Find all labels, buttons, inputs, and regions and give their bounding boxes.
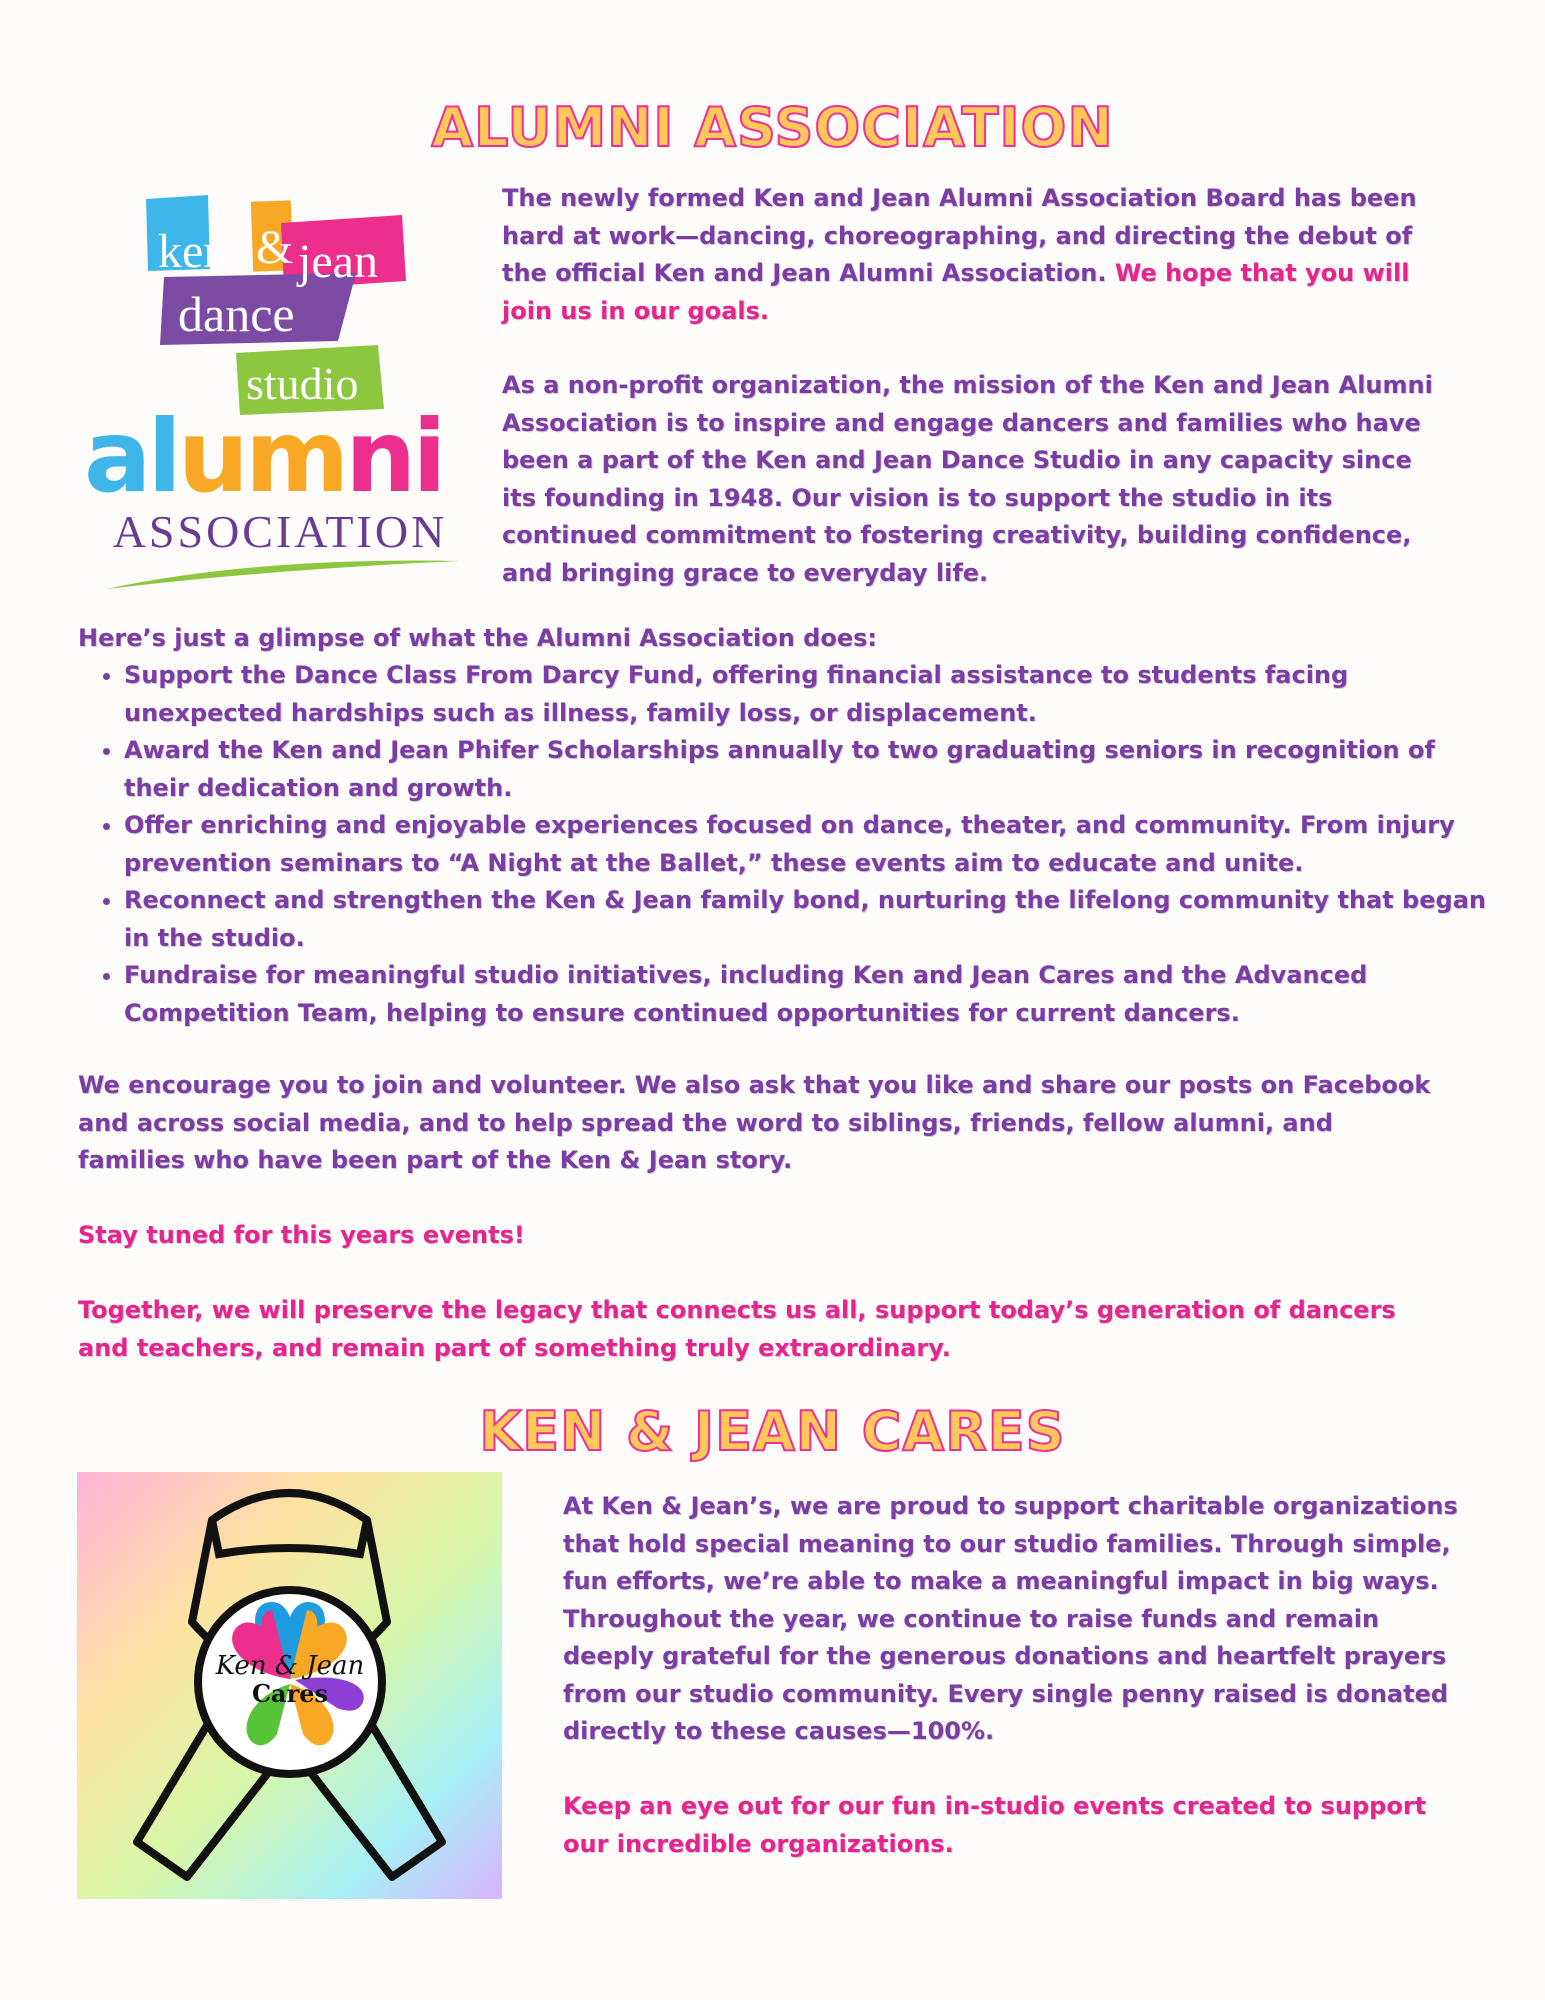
alumni-logo-graphic [76,185,484,595]
logo-swoosh [106,561,460,589]
list-item: • Support the Dance Class From Darcy Fund, offering financial assistance to students facing unexpected hardships such as illness, family loss, or displacement. [124,657,1504,732]
logo-text-jean: jean [298,235,378,288]
alumni-intro-highlight: We hope that you will join us in our goals. [502,259,1410,325]
ken-jean-cares-logo [77,1472,502,1899]
cares-logo-line1: Ken & Jean [215,1651,365,1681]
alumni-mission: As a non-profit organization, the mission of the Ken and Jean Alumni Association is to inspire and engage dancers and families who have been a part of the Ken and Jean Dance Studio in any capacity since its founding in 1948. Our vision is to support the studio in its continued commitment to fostering creativity, building confidence, and bringing grace to everyday life. [502,371,1433,587]
logo-text-amp: & [256,221,294,274]
logo-text-dance: dance [178,286,295,342]
cares-logo-line2: Cares [251,1679,329,1708]
list-item: • Award the Ken and Jean Phifer Scholarships annually to two graduating seniors in recognition of their dedication and growth. [124,732,1504,807]
logo-text-alumni: alumni [84,398,443,515]
list-item: • Fundraise for meaningful studio initiatives, including Ken and Jean Cares and the Advanced Competition Team, helping to ensure continued opportunities for current dancers. [124,957,1504,1032]
alumni-heading: ALUMNI ASSOCIATION [431,96,1114,159]
cares-logo-graphic [77,1472,502,1899]
list-item: • Offer enriching and enjoyable experiences focused on dance, theater, and community. From injury prevention seminars to “A Night at the Ballet,” these events aim to educate and unite. [124,807,1504,882]
alumni-encourage: We encourage you to join and volunteer. We also ask that you like and share our posts on Facebook and across social media, and to help spread the word to siblings, friends, fellow alumni, and families who have been part of the Ken & Jean story. [78,1071,1431,1174]
alumni-intro [502,180,1432,330]
alumni-activities-list [78,657,1504,1032]
list-item: • Reconnect and strengthen the Ken & Jean family bond, nurturing the lifelong community that began in the studio. [124,882,1504,957]
alumni-together: Together, we will preserve the legacy that connects us all, support today’s generation of dancers and teachers, and remain part of something truly extraordinary. [78,1296,1396,1362]
cares-closing: Keep an eye out for our fun in-studio events created to support our incredible organizations. [563,1792,1427,1858]
cares-body: At Ken & Jean’s, we are proud to support charitable organizations that hold special meaning to our studio families. Through simple, fun efforts, we’re able to make a meaningful impact in big ways. Throughout the year, we continue to raise funds and remain deeply grateful for the generous donations and heartfelt prayers from our studio community. Every single penny raised is donated directly to these causes—100%. [563,1492,1458,1745]
cares-heading: KEN & JEAN CARES [479,1400,1066,1463]
logo-text-studio: studio [246,358,359,409]
alumni-stay-tuned: Stay tuned for this years events! [78,1221,525,1249]
alumni-association-logo [76,185,484,595]
alumni-intro-text: The newly formed Ken and Jean Alumni Association Board has been hard at work—dancing, choreographing, and directing the debut of the official Ken and Jean Alumni Association. [502,184,1417,287]
alumni-glimpse-intro: Here’s just a glimpse of what the Alumni Association does: [78,624,878,652]
logo-text-association: ASSOCIATION [112,506,448,557]
logo-text-ken: ken [158,225,228,278]
